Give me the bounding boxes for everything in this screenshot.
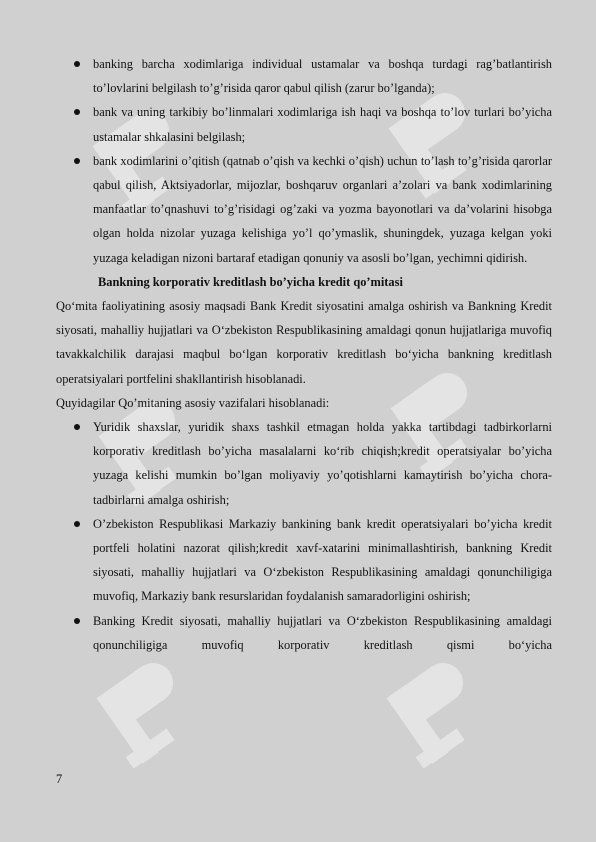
bullet-icon: [74, 109, 80, 115]
bullet-icon: [74, 158, 80, 164]
watermark-logo: [366, 640, 516, 790]
bullet-icon: [74, 424, 80, 430]
section-heading: Bankning korporativ kreditlash bo’yicha kredit qo’mitasi: [98, 274, 403, 289]
list-item-text: O’zbekiston Respublikasi Markaziy bankining bank kredit operatsiyalari bo’yicha kredit portfeli holatini nazorat qilish;kredit xavf-xatarini minimallashtirish, bankning Kredit siyosati, mahalliy hujjatlari va O‘zbekiston Respublikasining amaldagi qonunchiligiga muvofiq, Markaziy bank resurslaridan foydalanish samaradorligini oshirish;: [93, 516, 552, 604]
list-item-text: Yuridik shaxslar, yuridik shaxs tashkil etmagan holda yakka tartibdagi tadbirkorlarni korporativ kreditlash bo’yicha masalalarni ko‘rib chiqish;kredit operatsiyalar bo’yicha yuzaga kelishi mumkin bo’lgan moliyaviy yo’qotishlarni kamaytirish bo’yicha chora-tadbirlarni amalga oshirish;: [93, 420, 552, 507]
list-item: [56, 149, 552, 270]
list-item: [56, 100, 552, 148]
list-item: [56, 52, 552, 100]
bullet-icon: [74, 618, 80, 624]
paragraph: Quyidagilar Qo’mitaning asosiy vazifalari hisoblanadi:: [56, 395, 330, 410]
list-item-text: banking barcha xodimlariga individual ustamalar va boshqa turdagi rag’batlantirish to’lovlarini belgilash to’g’risida qaror qabul qilish (zarur bo’lganda);: [93, 57, 552, 96]
list-item-text: bank xodimlarini o’qitish (qatnab o’qish va kechki o’qish) uchun to’lash to’g’risida qarorlar qabul qilish, Aktsiyadorlar, mijozlar, boshqaruv organlari a’zolari va bank xodimlarining manfaatlar to’qnashuvi to’g’risidagi og’zaki va yozma bayonotlari va da’volarini hisobga olgan holda nizolar yuzaga kelishiga yo’l qo’ymaslik, shuningdek, yuzaga kelgan yoki yuzaga keladigan nizoni bartaraf etadigan qonuniy va asosli bo’lgan, yechimni qidirish.: [93, 153, 552, 265]
list-item-text: bank va uning tarkibiy bo’linmalari xodimlariga ish haqi va boshqa to’lov turlari bo’yicha ustamalar shkalasini belgilash;: [93, 105, 552, 144]
watermark-logo: [76, 640, 226, 790]
list-item: [56, 609, 552, 657]
bullet-icon: [74, 521, 80, 527]
list-item: [56, 512, 552, 609]
paragraph: Qo‘mita faoliyatining asosiy maqsadi Bank Kredit siyosatini amalga oshirish va Bankning Kredit siyosati, mahalliy hujjatlari va O‘zbekiston Respublikasining amaldagi qonun hujjatlariga muvofiq tavakkalchilik darajasi maqbul bo‘lgan korporativ kreditlash bo‘yicha bankning kreditlash operatsiyalari portfelini shakllantirish hisoblanadi.: [56, 299, 552, 386]
bullet-icon: [74, 61, 80, 67]
list-item-text: Banking Kredit siyosati, mahalliy hujjatlari va O‘zbekiston Respublikasining amaldagi qonunchiligiga muvofiq korporativ kreditlash qismi bo‘yicha: [93, 613, 552, 652]
page-content: [56, 52, 552, 657]
list-item: [56, 415, 552, 512]
page-number: 7: [56, 772, 63, 786]
